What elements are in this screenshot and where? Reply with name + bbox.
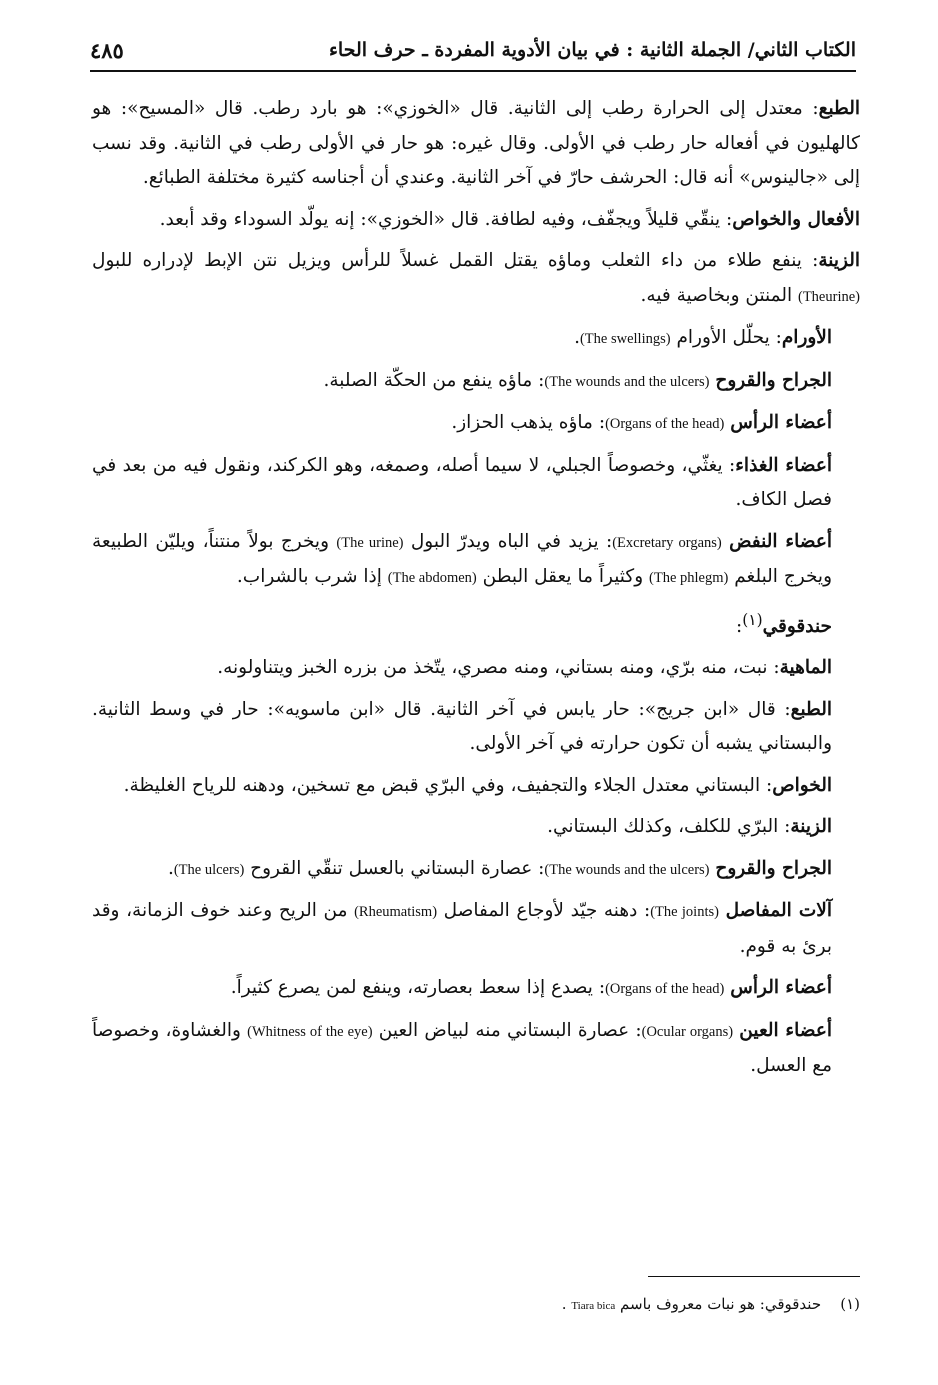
english-term: (The phlegm): [649, 570, 729, 586]
paragraph-text: .: [574, 327, 580, 348]
paragraph-text: المنتن وبخاصية فيه.: [640, 284, 798, 306]
footnote-reference: (١): [742, 610, 763, 629]
footnote-latin-name: Tiara bica: [571, 1300, 616, 1312]
section-heading: الزينة: [818, 250, 860, 271]
section-heading: الأورام: [781, 327, 832, 348]
english-term: (The joints): [650, 904, 719, 921]
english-term: (The swellings): [579, 331, 671, 347]
section-heading: أعضاء العين: [739, 1019, 832, 1041]
section-heading: الزينة: [790, 816, 832, 838]
english-term: (Organs of the head): [605, 416, 725, 432]
paragraph-text: : معتدل إلى الحرارة رطب إلى الثانية. قال «الخوزي»: هو بارد رطب. قال «المسيح»: هو كالهليون في أفعاله حار رطب في الأولى. وقال غيره: هو حار في الأولى رطب في الثانية. وقد نسب إلى «جالينوس» أنه قال: الحرشف حارّ في آخر الثانية. وعندي أن أجناسه كثيرة مختلفة الطبائع.: [92, 98, 860, 188]
paragraph-text: : قال «ابن جريج»: حار يابس في آخر الثانية. قال «ابن ماسويه»: حار في وسط الثانية. والبستاني يشبه أن تكون حرارته في آخر الأولى.: [92, 698, 832, 755]
footnote-divider: [648, 1276, 860, 1277]
paragraph-text: : ماؤه ينفع من الحكّة الصلبة.: [323, 369, 545, 391]
footnote-marker: (١): [840, 1295, 860, 1313]
paragraph-text: : البستاني معتدل الجلاء والتجفيف، وفي البرّي قبض مع تسخين، ودهنه للرياح الغليظة.: [123, 774, 773, 796]
english-term: (Theurine): [798, 288, 860, 305]
paragraph-text: ويخرج بولاً منتناً، ويليّن الطبيعة ويخرج البلغم: [92, 530, 832, 587]
section-heading: أعضاء النفض: [729, 530, 832, 552]
paragraph-text: .: [167, 857, 174, 879]
section-heading: الماهية: [779, 657, 832, 679]
section-heading: أعضاء الغذاء: [735, 454, 832, 476]
paragraph: [92, 603, 860, 645]
paragraph-text: : البرّي للكلف، وكذلك البستاني.: [547, 816, 791, 838]
paragraph-text: وكثيراً ما يعقل البطن: [476, 566, 650, 587]
paragraph: [92, 203, 860, 238]
paragraph: [92, 810, 860, 845]
paragraph: [92, 852, 860, 888]
paragraph: [92, 525, 860, 596]
section-heading: الأفعال والخواص: [732, 208, 860, 230]
paragraph-text: :: [736, 615, 743, 637]
english-term: (The urine): [336, 534, 404, 551]
paragraph: [92, 244, 860, 314]
paragraph: [92, 894, 860, 964]
english-term: (Ocular organs): [641, 1023, 734, 1040]
paragraph-text: من الريح وعند خوف الزمانة، وقد برئ به قوم.: [92, 900, 832, 957]
running-header: [90, 30, 856, 72]
paragraph: [92, 651, 860, 686]
paragraph-text: : ينفع طلاء من داء الثعلب وماؤه يقتل القمل غسلاً للرأس ويزيل نتن الإبط لإدراره للبول: [92, 250, 819, 271]
paragraph: [92, 769, 860, 804]
paragraph-text: [719, 900, 726, 921]
paragraph: [92, 693, 860, 762]
paragraph: [92, 1014, 860, 1084]
paragraph-text: والغشاوة، وخصوصاً مع العسل.: [92, 1019, 832, 1077]
footnote: (١) حندقوقي: هو نبات معروف باسم Tiara bica .: [561, 1295, 860, 1313]
paragraph-text: : دهنه جيّد لأوجاع المفاصل: [437, 900, 651, 922]
english-term: (The wounds and the ulcers): [544, 861, 710, 878]
paragraph: [92, 92, 860, 196]
english-term: (The abdomen): [387, 570, 477, 586]
english-term: (The ulcers): [173, 861, 245, 878]
paragraph-text: : يحلّل الأورام: [670, 327, 782, 348]
english-term: (Organs of the head): [605, 981, 725, 998]
section-heading: الخواص: [772, 774, 832, 796]
paragraph-text: : نبت، منه برّي، ومنه بستاني، ومنه مصري، يتّخذ من بزره الخبز ويتناولونه.: [217, 657, 780, 679]
paragraph-text: : ماؤه يذهب الحزاز.: [451, 412, 606, 433]
paragraph-text: : يزيد في الباه ويدرّ البول: [403, 530, 613, 552]
english-term: (Rheumatism): [354, 904, 438, 921]
page-number: ٤٨٥: [90, 37, 124, 63]
english-term: (Excretary organs): [612, 534, 722, 551]
running-title: الكتاب الثاني/ الجملة الثانية : في بيان الأدوية المفردة ـ حرف الحاء: [328, 39, 856, 61]
paragraph: [92, 449, 860, 518]
page-body: [92, 92, 860, 1091]
paragraph-text: : عصارة البستاني منه لبياض العين: [372, 1019, 642, 1041]
section-heading: آلات المفاصل: [725, 900, 832, 922]
section-heading: الجراح والقروح: [715, 369, 832, 391]
paragraph: [92, 364, 860, 400]
paragraph: [92, 971, 860, 1007]
section-heading: الطبع: [790, 698, 832, 720]
paragraph-text: : يغثّي، وخصوصاً الجبلي، لا سيما أصله، وصمغه، وهو الكركند، ونقول فيه من بعد في فصل الكاف.: [92, 454, 832, 510]
paragraph-text: : عصارة البستاني بالعسل تنقّي القروح: [244, 857, 545, 879]
section-heading: أعضاء الرأس: [730, 412, 832, 433]
section-heading: الطبع: [818, 98, 860, 119]
section-heading: الجراح والقروح: [715, 857, 832, 879]
english-term: (Whitness of the eye): [247, 1023, 373, 1040]
english-term: (The wounds and the ulcers): [544, 373, 710, 390]
paragraph-text: : ينقّي قليلاً ويجفّف، وفيه لطافة. قال «الخوزي»: إنه يولّد السوداء وقد أبعد.: [159, 208, 733, 230]
paragraph-text: إذا شرب بالشراب.: [236, 566, 388, 587]
footnote-text: حندقوقي: هو نبات معروف باسم: [620, 1295, 822, 1313]
paragraph: [92, 321, 860, 357]
section-heading: حندقوقي: [762, 615, 832, 637]
paragraph: [92, 406, 860, 442]
paragraph-text: : يصدع إذا سعط بعصارته، وينفع لمن يصرع كثيراً.: [230, 977, 606, 999]
section-heading: أعضاء الرأس: [730, 977, 832, 999]
